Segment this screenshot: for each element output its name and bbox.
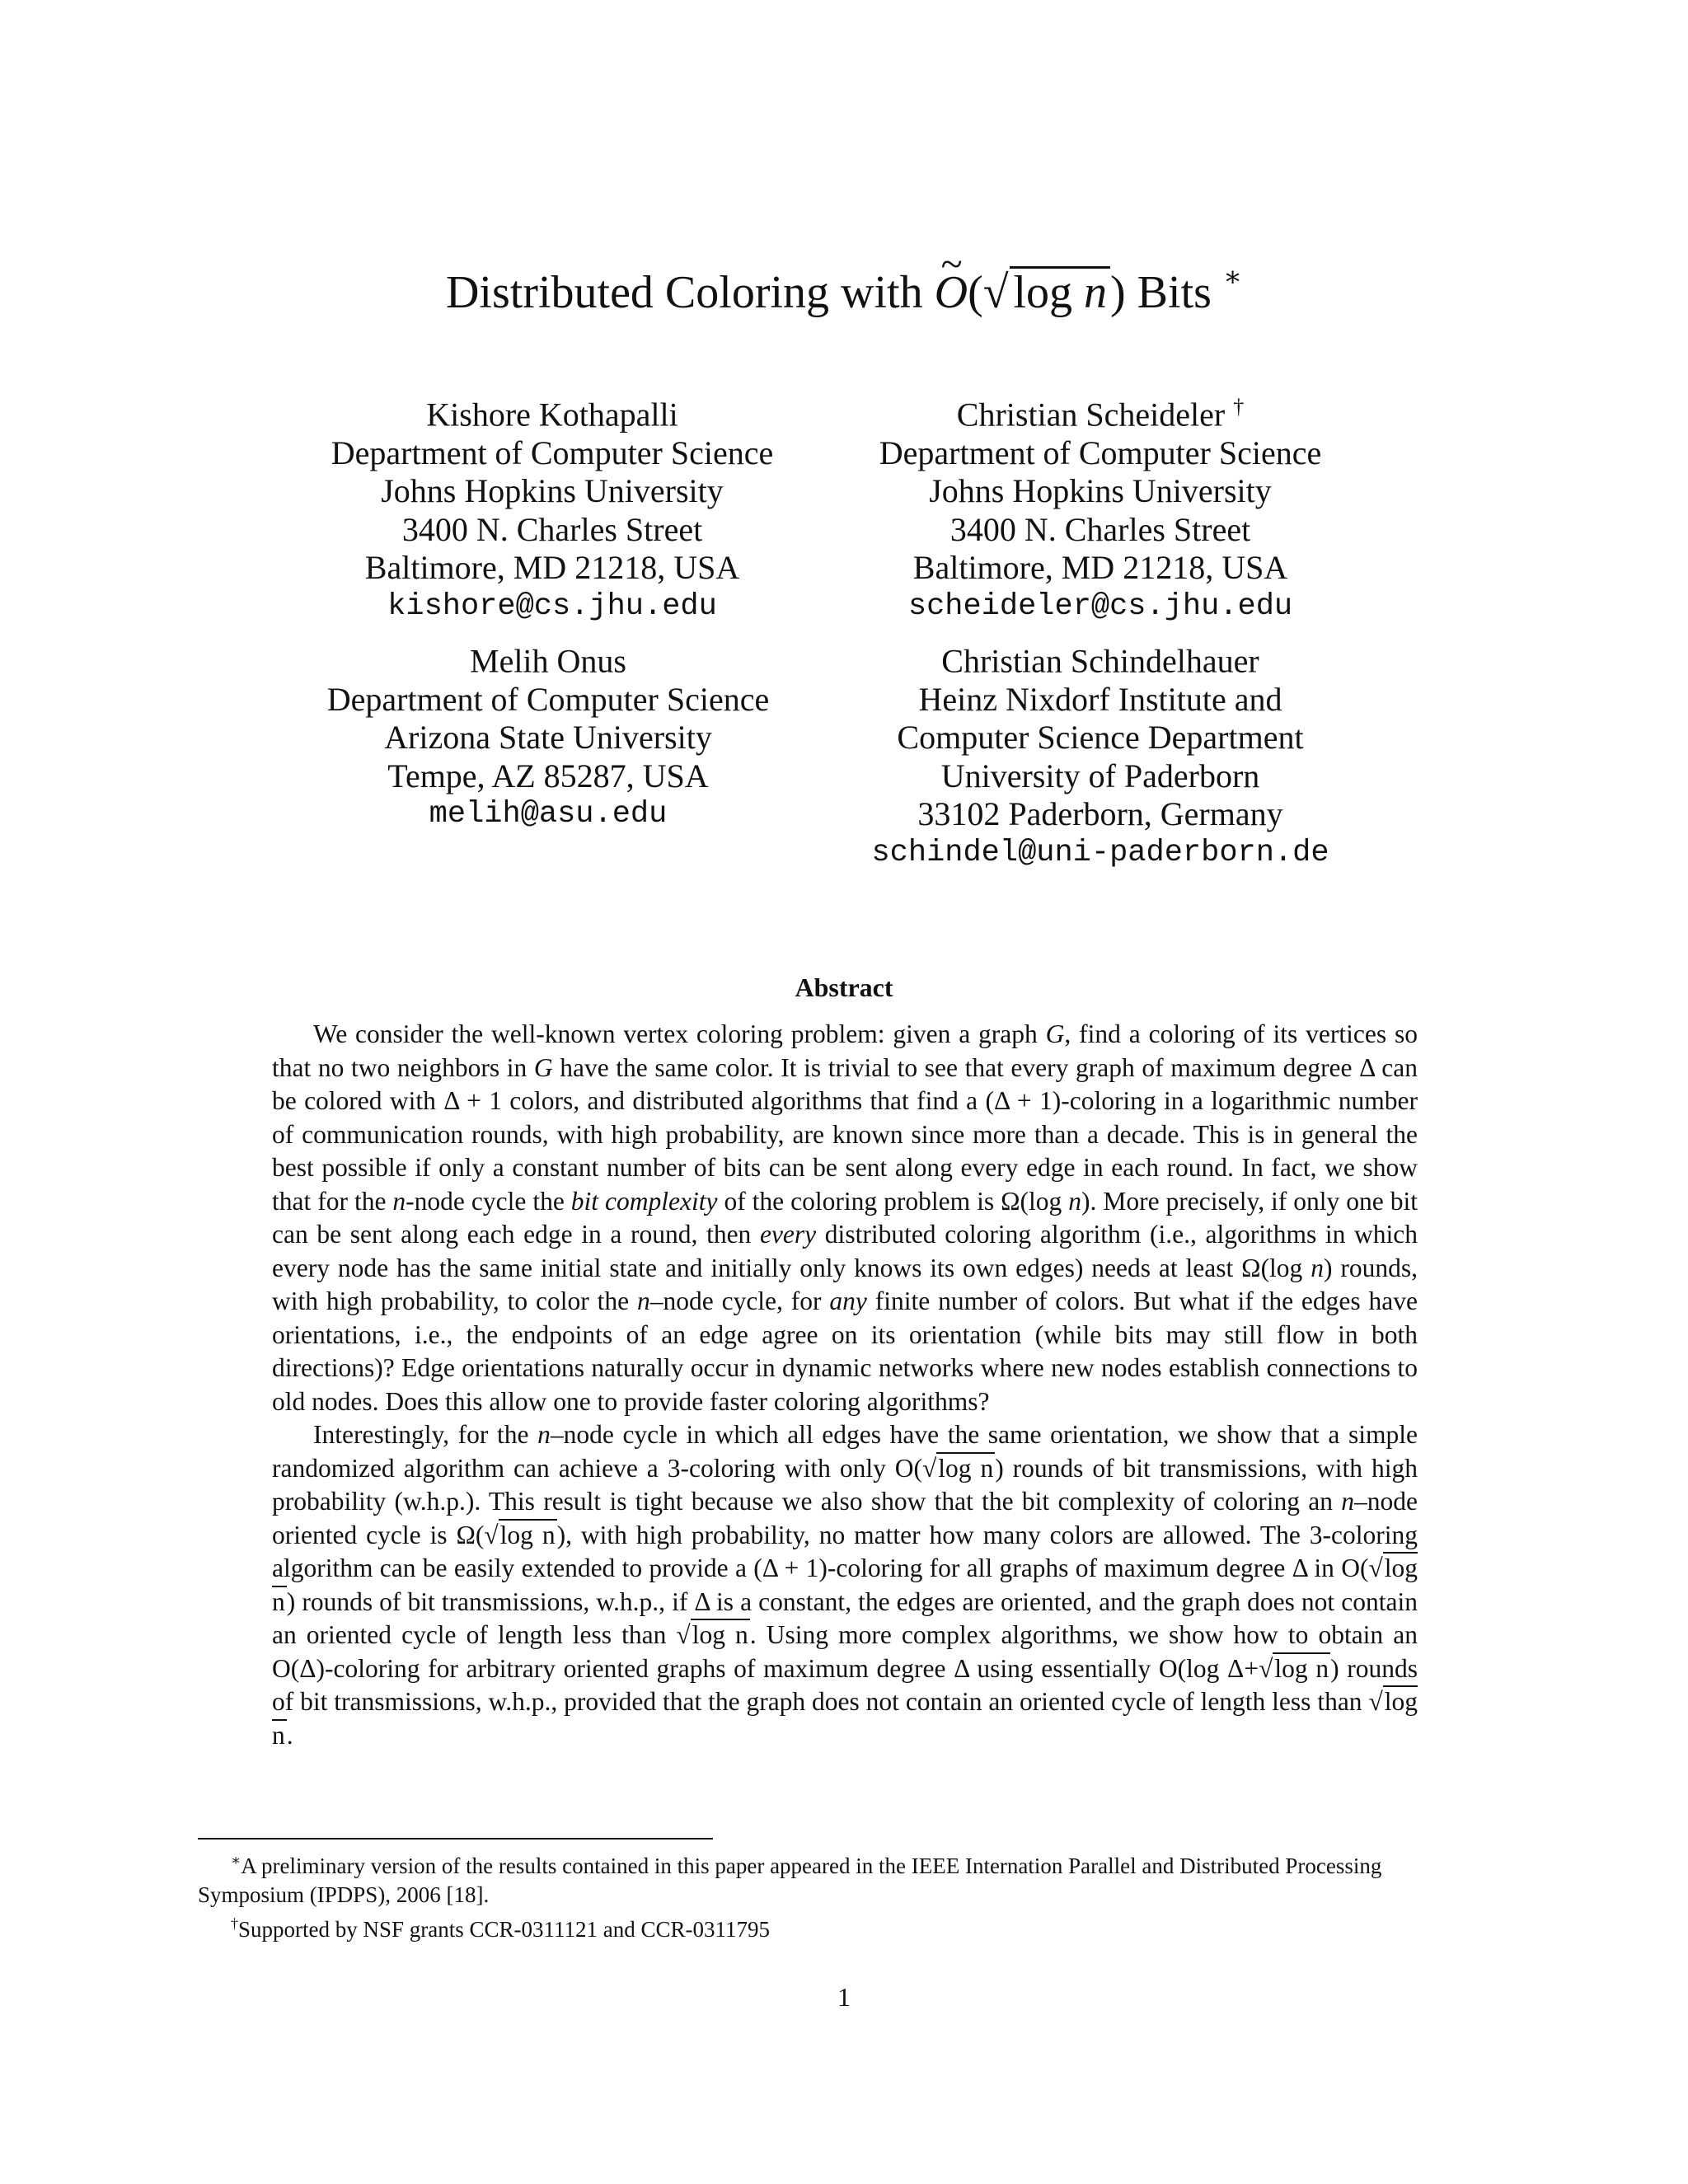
author-affiliation: Computer Science Department xyxy=(897,719,1304,757)
footnote-rule xyxy=(198,1838,713,1840)
title-math: ~ O(√ log n) xyxy=(935,267,1126,318)
title-math-log: log xyxy=(1013,267,1073,318)
author-affiliation: Baltimore, MD 21218, USA xyxy=(912,549,1288,587)
author-name: Melih Onus xyxy=(470,642,626,680)
author-affiliation: 33102 Paderborn, Germany xyxy=(917,795,1283,833)
title-footnote-mark: ∗ xyxy=(1222,262,1243,293)
author-name: Christian Schindelhauer xyxy=(941,642,1259,680)
author-affiliation: 3400 N. Charles Street xyxy=(950,510,1251,548)
footnote-2: †Supported by NSF grants CCR-0311121 and CCR-0311795 xyxy=(231,1915,771,1942)
author-block-2 xyxy=(853,388,1348,626)
author-affiliation: University of Paderborn xyxy=(940,757,1260,794)
author-affiliation: Tempe, AZ 85287, USA xyxy=(387,757,709,794)
abstract-heading: Abstract xyxy=(795,972,893,1002)
author-affiliation: Johns Hopkins University xyxy=(381,472,724,510)
page-number: 1 xyxy=(837,1982,851,2012)
title-text: Distributed Coloring with xyxy=(445,267,923,318)
title-math-n: n xyxy=(1084,267,1108,318)
paper-title xyxy=(0,262,1688,321)
author-affiliation: Baltimore, MD 21218, USA xyxy=(364,549,740,587)
author-affiliation: Department of Computer Science xyxy=(879,434,1322,471)
author-affiliation: Heinz Nixdorf Institute and xyxy=(918,680,1282,718)
author-email: schindel@uni-paderborn.de xyxy=(871,835,1329,870)
author-email: melih@asu.edu xyxy=(429,797,668,832)
abstract-body xyxy=(272,1018,1418,1752)
abstract-paragraph-1: We consider the well-known vertex coloring problem: given a graph G, find a coloring of its vertices so that no two neighbors in G have the same color. It is trivial to see that every graph of maximum degree Δ can be colored with Δ + 1 colors, and distributed algorithms that find a (Δ + 1)-coloring in a logarithmic number of communication rounds, with high probability, are known since more than a decade. This is in general the best possible if only a constant number of bits can be sent along every edge in each round. In fact, we show that for the n-node cycle the bit complexity of the coloring problem is Ω(log n). More precisely, if only one bit can be sent along each edge in a round, then every distributed coloring algorithm (i.e., algorithms in which every node has the same initial state and initially only knows its own edges) needs at least Ω(log n) rounds, with high probability, to color the n–node cycle, for any finite number of colors. But what if the edges have orientations, i.e., the endpoints of an edge agree on its orientation (while bits may still flow in both directions)? Edge orientations naturally occur in dynamic networks where new nodes establish connections to old nodes. Does this allow one to provide faster coloring algorithms? xyxy=(272,1019,1418,1416)
author-block-4 xyxy=(820,635,1381,872)
author-email: kishore@cs.jhu.edu xyxy=(387,588,717,624)
author-affiliation: 3400 N. Charles Street xyxy=(401,510,703,548)
author-name: Kishore Kothapalli xyxy=(426,396,678,434)
abstract-paragraph-2: Interestingly, for the n–node cycle in which all edges have the same orientation, we show that a simple randomized algorithm can achieve a 3-coloring with only O(√log n) rounds of bit transmissions, with high probability (w.h.p.). This result is tight because we also show that the bit complexity of coloring an n–node oriented cycle is Ω(√log n), with high probability, no matter how many colors are allowed. The 3-coloring algorithm can be easily extended to provide a (Δ + 1)-coloring for all graphs of maximum degree Δ in O(√log n) rounds of bit transmissions, w.h.p., if Δ is a constant, the edges are oriented, and the graph does not contain an oriented cycle of length less than √log n. Using more complex algorithms, we show how to obtain an O(Δ)-coloring for arbitrary oriented graphs of maximum degree Δ using essentially O(log Δ+√log n) rounds of bit transmissions, w.h.p., provided that the graph does not contain an oriented cycle of length less than √log n. xyxy=(272,1420,1418,1750)
author-affiliation: Johns Hopkins University xyxy=(929,472,1272,510)
author-affiliation: Department of Computer Science xyxy=(331,434,774,471)
author-name: Christian Scheideler † xyxy=(956,395,1245,434)
author-email: scheideler@cs.jhu.edu xyxy=(907,588,1293,624)
footnote-1: ∗A preliminary version of the results contained in this paper appeared in the IEEE Internation Parallel and Distributed Processing Symposium (IPDPS), 2006 [18]. xyxy=(198,1852,1382,1907)
title-math-o: ~ O xyxy=(935,265,968,321)
title-suffix: Bits xyxy=(1137,267,1212,318)
author-affiliation: Department of Computer Science xyxy=(326,680,770,718)
author-footnote-mark: † xyxy=(1233,395,1245,419)
title-math-sqrt xyxy=(1010,266,1110,317)
author-block-3 xyxy=(313,635,783,834)
footnotes xyxy=(198,1846,1492,1944)
author-block-1 xyxy=(321,388,783,626)
author-affiliation: Arizona State University xyxy=(384,719,712,757)
